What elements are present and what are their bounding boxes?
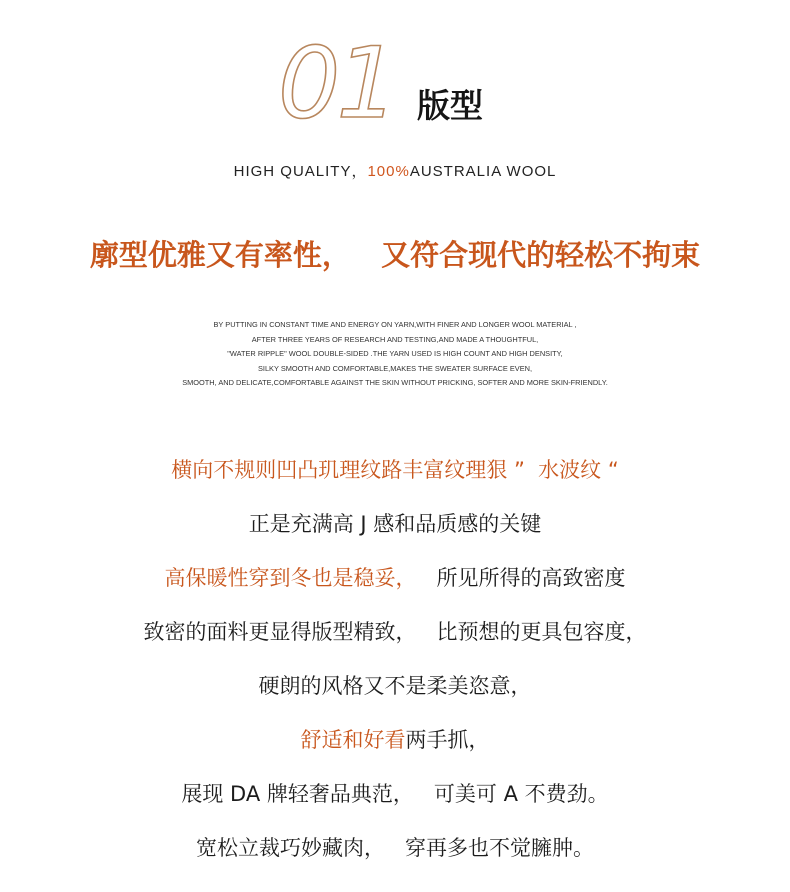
body-line bbox=[0, 719, 790, 773]
section-number: 01 bbox=[278, 27, 395, 141]
body-line: 横向不规则凹凸玑理纹路丰富纹理狠 ” 水波纹 “ bbox=[171, 458, 619, 482]
section-title: 版型 bbox=[417, 86, 483, 125]
headline: 廓型优雅又有率性， 又符合现代的轻松不拘束 bbox=[89, 238, 701, 272]
body-line: 硬朗的风格又不是柔美恣意， bbox=[258, 674, 532, 698]
section-header bbox=[0, 27, 790, 144]
body-line-accent: 高保暖性穿到冬也是稳妥， bbox=[164, 566, 417, 590]
description-line: BY PUTTING IN CONSTANT TIME AND ENERGY ON YARN,WITH FINER AND LONGER WOOL MATERIAL , bbox=[213, 320, 577, 329]
body-line-accent: 舒适和好看 bbox=[300, 728, 406, 752]
body-line bbox=[0, 557, 790, 611]
description-line: AFTER THREE YEARS OF RESEARCH AND TESTING,AND MADE A THOUGHTFUL, bbox=[251, 334, 539, 344]
description-line: "WATER RIPPLE" WOOL DOUBLE-SIDED .THE YARN USED IS HIGH COUNT AND HIGH DENSITY, bbox=[227, 349, 563, 359]
subtitle bbox=[0, 160, 790, 181]
body-copy bbox=[0, 449, 790, 881]
description-line: SMOOTH, AND DELICATE,COMFORTABLE AGAINST THE SKIN WITHOUT PRICKING, SOFTER AND MORE SKIN-FRIENDLY. bbox=[182, 378, 608, 388]
body-line: 宽松立裁巧妙藏肉， 穿再多也不觉臃肿。 bbox=[195, 836, 595, 860]
body-line-rest: 所见所得的高致密度 bbox=[416, 566, 626, 590]
english-description bbox=[0, 318, 790, 391]
body-line: 正是充满高 J 感和品质感的关键 bbox=[248, 512, 542, 536]
subtitle-accent: 100% bbox=[367, 163, 410, 180]
subtitle-part2: AUSTRALIA WOOL bbox=[409, 163, 557, 180]
body-line-rest: 两手抓， bbox=[405, 728, 490, 752]
description-line: SILKY SMOOTH AND COMFORTABLE,MAKES THE SWEATER SURFACE EVEN, bbox=[257, 363, 533, 373]
body-line: 展现 DA 牌轻奢品典范， 可美可 A 不费劲。 bbox=[181, 782, 609, 806]
subtitle-part1: HIGH QUALITY， bbox=[233, 163, 368, 180]
body-line: 致密的面料更显得版型精致， 比预想的更具包容度， bbox=[143, 620, 647, 644]
